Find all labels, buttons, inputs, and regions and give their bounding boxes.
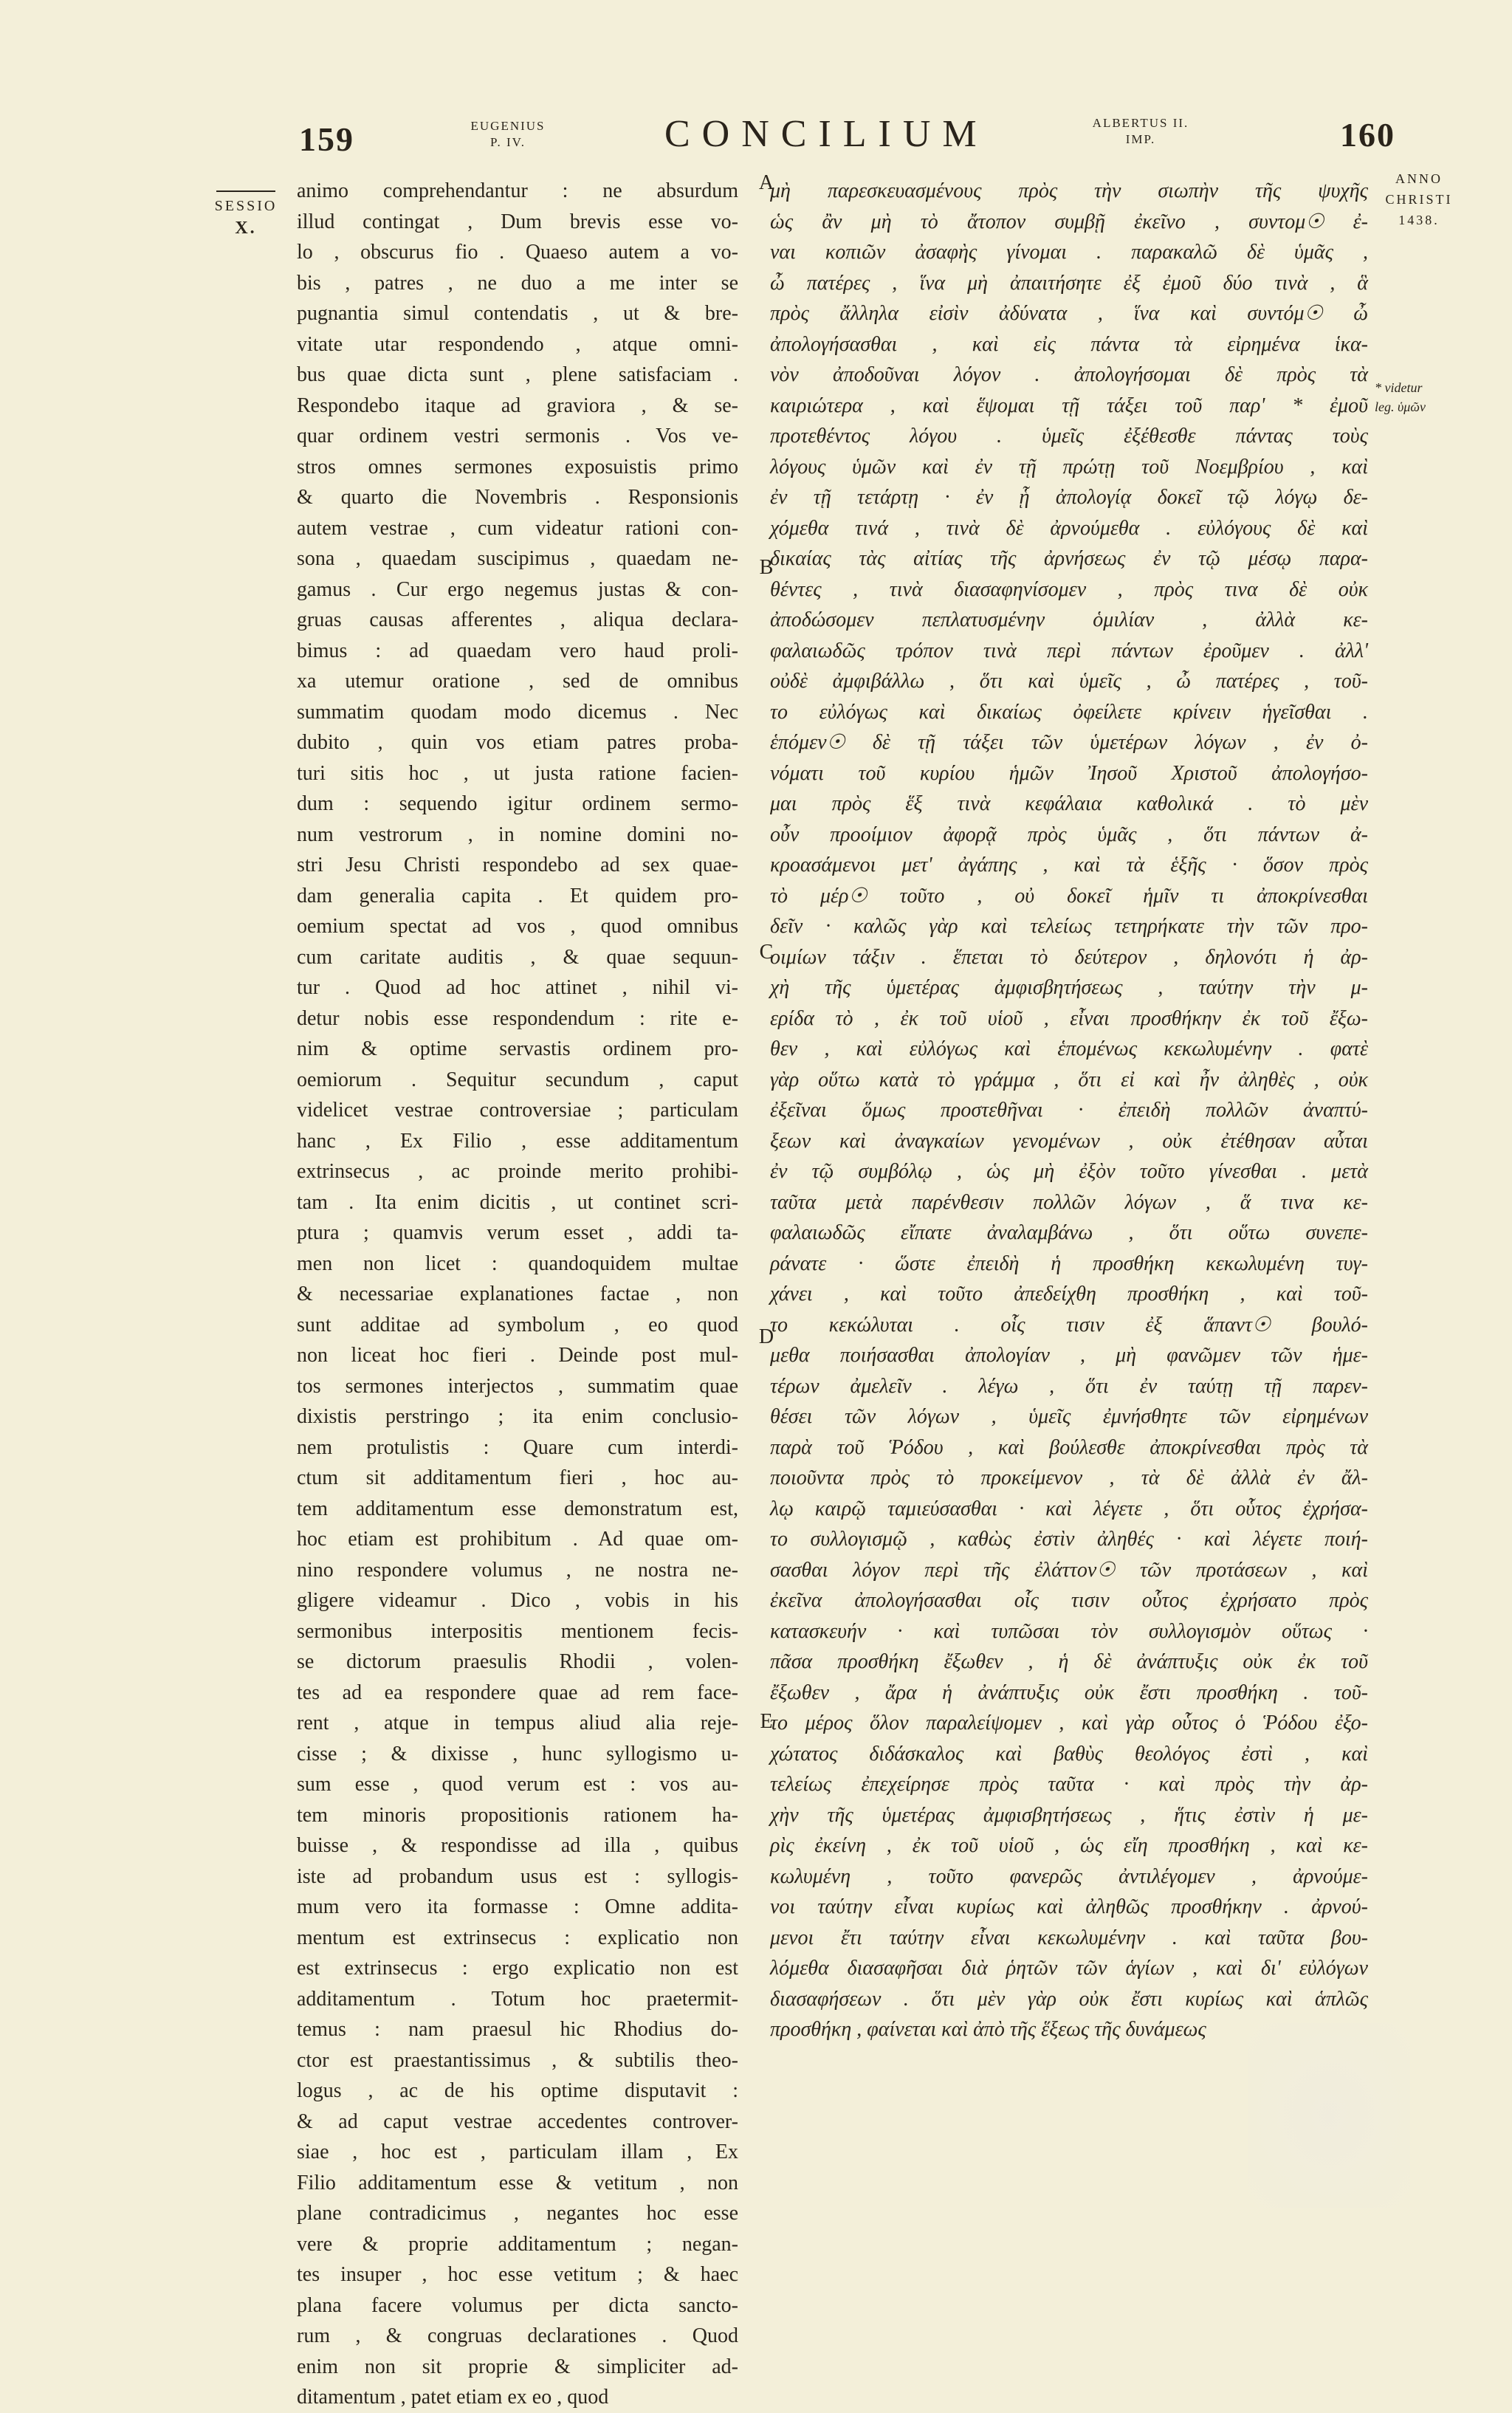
greek-text-line: θέσει τῶν λόγων , ὑμεῖς ἐμνήσθητε τῶν εἰρημένων xyxy=(770,1405,1368,1428)
page-number-right: 160 xyxy=(1340,116,1395,154)
latin-text-line: tes ad ea respondere quae ad rem face- xyxy=(297,1681,738,1704)
running-head-left xyxy=(464,118,552,151)
latin-text-line: stri Jesu Christi respondebo ad sex quae- xyxy=(297,854,738,876)
greek-text-line: το μέρος ὅλον παραλείψομεν , καὶ γὰρ οὗτος ὁ Ῥόδου ἐξο- xyxy=(770,1712,1368,1734)
latin-text-line: gamus . Cur ergo negemus justas & con- xyxy=(297,577,738,601)
latin-text-line: logus , ac de his optime disputavit : xyxy=(297,2079,738,2102)
greek-text-line: χὴν τῆς ὑμετέρας ἀμφισβητήσεως , ἥτις ἐστὶν ἡ με- xyxy=(770,1803,1368,1827)
latin-text-line: dum : sequendo igitur ordinem sermo- xyxy=(297,792,738,815)
greek-text-line: θέντες , τινὰ διασαφηνίσομεν , πρὸς τινα δὲ οὐκ xyxy=(770,577,1368,601)
greek-text-line: μαι πρὸς ἕξ τινὰ κεφάλαια καθολικά . τὸ μὲν xyxy=(770,792,1368,815)
latin-text-line: tem minoris propositionis rationem ha- xyxy=(297,1803,738,1827)
latin-text-line: men non licet : quandoquidem multae xyxy=(297,1252,738,1275)
latin-text-line: lo , obscurus fio . Quaeso autem a vo- xyxy=(297,241,738,264)
latin-text-line: ditamentum , patet etiam ex eo , quod xyxy=(297,2386,609,2409)
textual-note-line: leg. ὑμῶν xyxy=(1375,399,1426,414)
latin-text-line: tur . Quod ad hoc attinet , nihil vi- xyxy=(297,976,738,999)
latin-text-line: Filio additamentum esse & vetitum , non xyxy=(297,2171,738,2194)
latin-text-line: iste ad probandum usus est : syllogis- xyxy=(297,1864,738,1888)
greek-text-line: τελείως ἐπεχείρησε πρὸς ταῦτα · καὶ πρὸς τὴν ἀρ- xyxy=(770,1773,1368,1796)
textual-note xyxy=(1375,378,1471,416)
latin-text-line: oemium spectat ad vos , quod omnibus xyxy=(297,915,738,938)
latin-text-line: stros omnes sermones exposuistis primo xyxy=(297,455,738,478)
section-letter-e: E xyxy=(760,1710,773,1733)
marginal-rule xyxy=(216,190,275,192)
running-title: CONCILIUM xyxy=(664,113,989,155)
latin-text xyxy=(297,176,738,2413)
latin-text-line: vere & proprie additamentum ; negan- xyxy=(297,2232,738,2256)
latin-text-line: bimus : ad quaedam vero haud proli- xyxy=(297,639,738,662)
latin-text-line: pugnantia simul contendatis , ut & bre- xyxy=(297,302,738,325)
latin-text-line: & ad caput vestrae accedentes controver- xyxy=(297,2110,738,2133)
greek-text-line: νοι ταύτην εἶναι κυρίως καὶ ἀληθῶς προσθήκην . ἀρνού- xyxy=(770,1895,1368,1918)
page-number-left: 159 xyxy=(299,120,354,158)
session-number: X. xyxy=(235,219,257,238)
latin-text-line: num vestrorum , in nomine domini no- xyxy=(297,823,738,846)
greek-text-line: ταῦτα μετὰ παρένθεσιν πολλῶν λόγων , ἅ τινα κε- xyxy=(770,1190,1368,1214)
latin-text-line: plane contradicimus , negantes hoc esse xyxy=(297,2202,738,2225)
greek-text-line: ἐκεῖνα ἀπολογήσασθαι οἷς τισιν οὗτος ἐχρήσατο πρὸς xyxy=(770,1589,1368,1612)
greek-text-line: ρὶς ἐκείνη , ἐκ τοῦ υἱοῦ , ὡς εἴη προσθήκη , καὶ κε- xyxy=(770,1834,1368,1857)
latin-text-line: hanc , Ex Filio , esse additamentum xyxy=(297,1129,738,1153)
latin-text-line: videlicet vestrae controversiae ; particulam xyxy=(297,1099,738,1122)
greek-text-line: προσθήκη , φαίνεται καὶ ἀπὸ τῆς ἕξεως τῆς δυνάμεως xyxy=(770,2018,1206,2041)
session-marginal-note xyxy=(190,190,301,239)
greek-text-line: το εὐλόγως καὶ δικαίως ὀφείλετε κρίνειν ἡγεῖσθαι . xyxy=(770,700,1368,724)
latin-text-line: bis , patres , ne duo a me inter se xyxy=(297,271,738,295)
latin-text-line: cisse ; & dixisse , hunc syllogismo u- xyxy=(297,1742,738,1765)
latin-text-line: bus quae dicta sunt , plene satisfaciam . xyxy=(297,363,738,386)
latin-text-line: extrinsecus , ac proinde merito prohibi- xyxy=(297,1160,738,1183)
latin-text-line: xa utemur oratione , sed de omnibus xyxy=(297,670,738,693)
greek-text-line: μὴ παρεσκευασμένους πρὸς τὴν σιωπὴν τῆς ψυχῆς xyxy=(770,179,1368,202)
latin-text-line: autem vestrae , cum videatur rationi con- xyxy=(297,516,738,540)
greek-text-line: ὦ πατέρες , ἵνα μὴ ἀπαιτήσητε ἐξ ἐμοῦ δύο τινὰ , ἃ xyxy=(770,271,1368,295)
latin-text-line: tes insuper , hoc esse vetitum ; & haec xyxy=(297,2263,738,2286)
greek-text-line: ἀποδώσομεν πεπλατυσμένην ὁμιλίαν , ἀλλὰ κε- xyxy=(770,608,1368,631)
greek-text-line: ναι κοπιῶν ἀσαφὴς γίνομαι . παρακαλῶ δὲ ὑμᾶς , xyxy=(770,241,1368,264)
latin-text-line: dubito , quin vos etiam patres proba- xyxy=(297,731,738,754)
latin-text-line: enim non sit proprie & simpliciter ad- xyxy=(297,2355,738,2378)
latin-text-line: gligere videamur . Dico , vobis in his xyxy=(297,1589,738,1612)
greek-text-line: ἐν τῇ τετάρτῃ · ἐν ᾗ ἀπολογίᾳ δοκεῖ τῷ λόγῳ δε- xyxy=(770,486,1368,509)
latin-text-line: & quarto die Novembris . Responsionis xyxy=(297,486,738,509)
running-head-right-line: IMP. xyxy=(1125,132,1156,146)
greek-text-line: ἔξωθεν , ἄρα ἡ ἀνάπτυξις οὐκ ἔστι προσθήκη . τοῦ- xyxy=(770,1681,1368,1704)
latin-text-line: rent , atque in tempus aliud alia reje- xyxy=(297,1712,738,1734)
greek-text-line: ποιοῦντα πρὸς τὸ προκείμενον , τὰ δὲ ἀλλὰ ἐν ἄλ- xyxy=(770,1466,1368,1489)
latin-text-line: sermonibus interpositis mentionem fecis- xyxy=(297,1619,738,1643)
greek-text-line: ἐν τῷ συμβόλῳ , ὡς μὴ ἐξὸν τοῦτο γίνεσθαι . μετὰ xyxy=(770,1160,1368,1183)
latin-text-line: animo comprehendantur : ne absurdum xyxy=(297,179,738,202)
greek-text-line: τέρων ἀμελεῖν . λέγω , ὅτι ἐν ταύτῃ τῇ παρεν- xyxy=(770,1374,1368,1398)
section-letter-a: A xyxy=(758,171,774,194)
greek-text xyxy=(770,176,1368,2045)
greek-text-line: ξεων καὶ ἀναγκαίων γενομένων , οὐκ ἐτέθησαν αὗται xyxy=(770,1129,1368,1153)
greek-text-line: ἑπόμεν☉ δὲ τῇ τάξει τῶν ὑμετέρων λόγων , ἐν ὀ- xyxy=(770,731,1368,754)
greek-text-line: χώτατος διδάσκαλος καὶ βαθὺς θεολόγος ἐστὶ , καὶ xyxy=(770,1742,1368,1765)
latin-text-line: additamentum . Totum hoc praetermit- xyxy=(297,1987,738,2011)
section-letter-b: B xyxy=(759,556,774,579)
latin-text-line: tam . Ita enim dicitis , ut continet scri- xyxy=(297,1190,738,1214)
section-letter-c: C xyxy=(759,941,774,964)
greek-text-line: δεῖν · καλῶς γὰρ καὶ τελείως τετηρήκατε τὴν τῶν προ- xyxy=(770,915,1368,938)
greek-text-line: το συλλογισμῷ , καθὼς ἐστὶν ἀληθές · καὶ λέγετε ποιή- xyxy=(770,1528,1368,1551)
latin-text-line: rum , & congruas declarationes . Quod xyxy=(297,2324,738,2347)
greek-text-line: το κεκώλυται . οἷς τισιν ἐξ ἅπαντ☉ βουλό- xyxy=(770,1313,1368,1336)
greek-text-line: χὴ τῆς ὑμετέρας ἀμφισβητήσεως , ταύτην τὴν μ- xyxy=(770,976,1368,999)
latin-text-line: mum vero ita formasse : Omne addita- xyxy=(297,1895,738,1918)
greek-column xyxy=(770,176,1368,2203)
latin-text-line: temus : nam praesul hic Rhodius do- xyxy=(297,2018,738,2041)
greek-text-line: φαλαιωδῶς τρόπον τινὰ περὶ πάντων ἐροῦμεν . ἀλλ' xyxy=(770,639,1368,662)
anno-line: 1438. xyxy=(1398,213,1440,227)
latin-column xyxy=(297,176,738,2409)
latin-text-line: dam generalia capita . Et quidem pro- xyxy=(297,884,738,907)
greek-text-line: φαλαιωδῶς εἴπατε ἀναλαμβάνω , ὅτι οὕτω συνεπε- xyxy=(770,1221,1368,1244)
latin-text-line: nem protulistis : Quare cum interdi- xyxy=(297,1435,738,1459)
latin-text-line: sona , quaedam suscipimus , quaedam ne- xyxy=(297,547,738,570)
latin-text-line: cum caritate auditis , & quae sequun- xyxy=(297,945,738,969)
section-letter-d: D xyxy=(758,1325,774,1348)
greek-text-line: ερίδα τὸ , ἐκ τοῦ υἱοῦ , εἶναι προσθήκην ἐκ τοῦ ἔξω- xyxy=(770,1006,1368,1030)
latin-text-line: non liceat hoc fieri . Deinde post mul- xyxy=(297,1344,738,1367)
greek-text-line: λόμεθα διασαφῆσαι διὰ ῥητῶν τῶν ἁγίων , καὶ δι' εὐλόγων xyxy=(770,1957,1368,1980)
greek-text-line: κωλυμένη , τοῦτο φανερῶς ἀντιλέγομεν , ἀρνούμε- xyxy=(770,1864,1368,1888)
greek-text-line: ἐξεῖναι ὅμως προστεθῆναι · ἐπειδὴ πολλῶν ἀναπτύ- xyxy=(770,1099,1368,1122)
latin-text-line: quar ordinem vestri sermonis . Vos ve- xyxy=(297,425,738,447)
latin-text-line: ptura ; quamvis verum esset , addi ta- xyxy=(297,1221,738,1244)
latin-text-line: tos sermones interjectos , summatim quae xyxy=(297,1374,738,1398)
greek-text-line: πρὸς ἄλληλα εἰσὶν ἀδύνατα , ἵνα καὶ συντόμ☉ ὦ xyxy=(770,302,1368,325)
year-marginal-note xyxy=(1382,168,1456,230)
latin-text-line: oemiorum . Sequitur secundum , caput xyxy=(297,1068,738,1091)
greek-text-line: χάνει , καὶ τοῦτο ἀπεδείχθη προσθήκη , καὶ τοῦ- xyxy=(770,1283,1368,1305)
latin-text-line: gruas causas afferentes , aliqua declara- xyxy=(297,608,738,631)
running-head-right xyxy=(1082,115,1200,148)
latin-text-line: mentum est extrinsecus : explicatio non xyxy=(297,1926,738,1949)
greek-text-line: λῳ καιρῷ ταμιεύσασθαι · καὶ λέγετε , ὅτι οὗτος ἐχρήσα- xyxy=(770,1497,1368,1520)
greek-text-line: οιμίων τάξιν . ἕπεται τὸ δεύτερον , δηλονότι ἡ ἀρ- xyxy=(770,945,1368,969)
latin-text-line: plana facere volumus per dicta sancto- xyxy=(297,2293,738,2317)
latin-text-line: se dictorum praesulis Rhodii , volen- xyxy=(297,1650,738,1673)
latin-text-line: sum esse , quod verum est : vos au- xyxy=(297,1773,738,1796)
greek-text-line: χόμεθα τινά , τινὰ δὲ ἀρνούμεθα . εὐλόγους δὲ καὶ xyxy=(770,516,1368,540)
anno-line: ANNO xyxy=(1395,171,1443,186)
latin-text-line: ctum sit additamentum fieri , hoc au- xyxy=(297,1466,738,1489)
greek-text-line: πᾶσα προσθήκη ἔξωθεν , ἡ δὲ ἀνάπτυξις οὐκ ἐκ τοῦ xyxy=(770,1650,1368,1673)
running-head-left-line: EUGENIUS xyxy=(470,119,546,133)
greek-text-line: θεν , καὶ εὐλόγως καὶ ἑπομένως κεκωλυμένην . φατὲ xyxy=(770,1037,1368,1060)
latin-text-line: summatim quodam modo dicemus . Nec xyxy=(297,700,738,724)
greek-text-line: προτεθέντος λόγου . ὑμεῖς ἐξέθεσθε πάντας τοὺς xyxy=(770,425,1368,447)
latin-text-line: & necessariae explanationes factae , non xyxy=(297,1283,738,1305)
latin-text-line: est extrinsecus : ergo explicatio non est xyxy=(297,1957,738,1980)
greek-text-line: ὡς ἂν μὴ τὸ ἄτοπον συμβῇ ἐκεῖνο , συντομ☉ ἐ- xyxy=(770,210,1368,233)
latin-text-line: turi sitis hoc , ut justa ratione facien- xyxy=(297,761,738,785)
greek-text-line: λόγους ὑμῶν καὶ ἐν τῇ πρώτῃ τοῦ Νοεμβρίου , καὶ xyxy=(770,455,1368,478)
greek-text-line: παρὰ τοῦ Ῥόδου , καὶ βούλεσθε ἀποκρίνεσθαι πρὸς τὰ xyxy=(770,1435,1368,1459)
running-head-right-line: ALBERTUS II. xyxy=(1092,116,1189,130)
greek-text-line: κροασάμενοι μετ' ἀγάπης , καὶ τὰ ἑξῆς · ὅσον πρὸς xyxy=(770,854,1368,876)
greek-text-line: ράνατε · ὥστε ἐπειδὴ ἡ προσθήκη κεκωλυμένη τυγ- xyxy=(770,1252,1368,1275)
page-header xyxy=(0,111,1512,162)
greek-text-line: μεθα ποιήσασθαι ἀπολογίαν , μὴ φανῶμεν τῶν ἡμε- xyxy=(770,1344,1368,1367)
greek-text-line: νόματι τοῦ κυρίου ἡμῶν Ἰησοῦ Χριστοῦ ἀπολογήσο- xyxy=(770,761,1368,785)
latin-text-line: detur nobis esse respondendum : rite e- xyxy=(297,1006,738,1030)
anno-line: CHRISTI xyxy=(1385,192,1453,207)
latin-text-line: illud contingat , Dum brevis esse vo- xyxy=(297,210,738,233)
latin-text-line: dixistis perstringo ; ita enim conclusio- xyxy=(297,1405,738,1428)
greek-text-line: γὰρ οὕτω κατὰ τὸ γράμμα , ὅτι εἰ καὶ ἦν ἀληθὲς , οὐκ xyxy=(770,1068,1368,1091)
greek-text-line: μενοι ἔτι ταύτην εἶναι κεκωλυμένην . καὶ ταῦτα βου- xyxy=(770,1926,1368,1949)
latin-text-line: vitate utar respondendo , atque omni- xyxy=(297,332,738,356)
latin-text-line: tem additamentum esse demonstratum est, xyxy=(297,1497,738,1520)
greek-text-line: κατασκευήν · καὶ τυπῶσαι τὸν συλλογισμὸν οὕτως · xyxy=(770,1619,1368,1643)
latin-text-line: nino respondere volumus , ne nostra ne- xyxy=(297,1558,738,1582)
greek-text-line: οὐδὲ ἀμφιβάλλω , ὅτι καὶ ὑμεῖς , ὦ πατέρες , τοῦ- xyxy=(770,670,1368,693)
greek-text-line: καιριώτερα , καὶ ἕψομαι τῇ τάξει τοῦ παρ' * ἐμοῦ xyxy=(770,394,1368,417)
session-label: SESSIO xyxy=(214,198,278,214)
latin-text-line: nim & optime servastis ordinem pro- xyxy=(297,1037,738,1060)
greek-text-line: ἀπολογήσασθαι , καὶ εἰς πάντα τὰ εἰρημένα ἱκα- xyxy=(770,332,1368,356)
greek-text-line: δικαίας τὰς αἰτίας τῆς ἀρνήσεως ἐν τῷ μέσῳ παρα- xyxy=(770,547,1368,570)
running-head-left-line: P. IV. xyxy=(489,135,526,149)
greek-text-line: τὸ μέρ☉ τοῦτο , οὐ δοκεῖ ἡμῖν τι ἀποκρίνεσθαι xyxy=(770,884,1368,907)
greek-text-line: οὖν προοίμιον ἀφορᾷ πρὸς ὑμᾶς , ὅτι πάντων ἀ- xyxy=(770,823,1368,846)
greek-text-line: σασθαι λόγον περὶ τῆς ἐλάττον☉ τῶν προτάσεων , καὶ xyxy=(770,1558,1368,1582)
latin-text-line: Respondebo itaque ad graviora , & se- xyxy=(297,394,738,417)
greek-text-line: νὸν ἀποδοῦναι λόγον . ἀπολογήσομαι δὲ πρὸς τὰ xyxy=(770,363,1368,386)
latin-text-line: hoc etiam est prohibitum . Ad quae om- xyxy=(297,1528,738,1551)
textual-note-line: * videtur xyxy=(1375,380,1423,395)
latin-text-line: buisse , & respondisse ad illa , quibus xyxy=(297,1834,738,1857)
paper-stain xyxy=(1248,2023,1410,2208)
latin-text-line: siae , hoc est , particulam illam , Ex xyxy=(297,2141,738,2163)
greek-text-line: διασαφήσεων . ὅτι μὲν γὰρ οὐκ ἔστι κυρίως καὶ ἁπλῶς xyxy=(770,1987,1368,2011)
latin-text-line: sunt additae ad symbolum , eo quod xyxy=(297,1313,738,1336)
latin-text-line: ctor est praestantissimus , & subtilis theo- xyxy=(297,2048,738,2072)
